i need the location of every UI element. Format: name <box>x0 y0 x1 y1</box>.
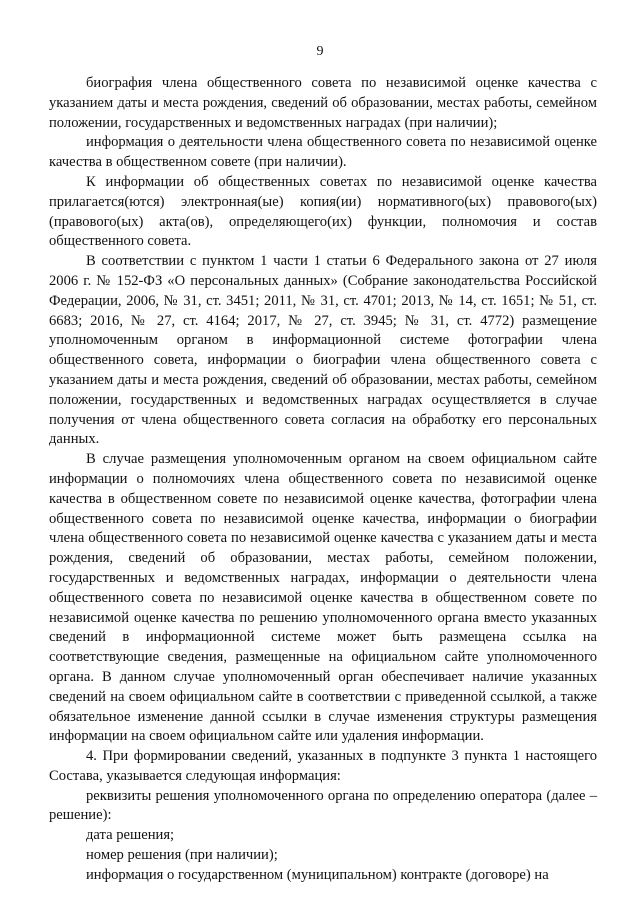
paragraph-decision-details: реквизиты решения уполномоченного органа по определению оператора (далее – решение): <box>49 787 597 824</box>
paragraph-decision-date: дата решения; <box>86 827 175 844</box>
paragraph-official-site-link: В случае размещения уполномоченным органом на своем официальном сайте информации о полномочиях члена общественного совета по независимой оценке качества в общественном совете по независимой оценке качества, фотографии члена общественного совета по независимой оценке качества, информации о биографии члена общественного совета по независимой оценке качества с указанием даты и места рождения, сведений об образовании, местах работы, семейном положении, государственных и ведомственных наградах, информации о деятельности члена общественного совета по независимой оценке качества в общественном совете по независимой оценке качества по решению уполномоченного органа вместо указанных сведений в информационной системе может быть размещена ссылка на соответствующие сведения, размещенные на официальном сайте уполномоченного органа. В данном случае уполномоченный орган обеспечивает наличие указанных сведений на своем официальном сайте в соответствии с приведенной ссылкой, а также обязательное изменение данной ссылки в случае изменения структуры размещения информации на своем официальном сайте или удаления информации. <box>49 451 597 745</box>
paragraph-item-4: 4. При формировании сведений, указанных в подпункте 3 пункта 1 настоящего Состава, указывается следующая информация: <box>49 748 597 784</box>
document-body <box>49 74 597 886</box>
paragraph-decision-number: номер решения (при наличии); <box>86 847 278 864</box>
paragraph-personal-data-consent: В соответствии с пунктом 1 части 1 статьи 6 Федерального закона от 27 июля 2006 г. № 152-ФЗ «О персональных данных» (Собрание законодательства Российской Федерации, 2006, № 31, ст. 3451; 2011, № 31, ст. 4701; 2013, № 14, ст. 1651; № 51, ст. 6683; 2016, № 27, ст. 4164; 2017, № 27, ст. 3945; № 31, ст. 4772) размещение уполномоченным органом в информационной системе фотографии члена общественного совета, информации о биографии члена общественного совета с указанием даты и места рождения, сведений об образовании, местах работы, семейном положении, государственных и ведомственных наградах осуществляется в случае получения от члена общественного совета согласия на обработку его персональных данных. <box>49 253 597 448</box>
paragraph-council-attachments: К информации об общественных советах по независимой оценке качества прилагается(ются) электронная(ые) копия(ии) нормативного(ых) правового(ых) (правового(ых) акта(ов), определяющего(их) функции, полномочия и состав общественного совета. <box>49 173 597 250</box>
paragraph-member-biography: биография члена общественного совета по независимой оценке качества с указанием даты и места рождения, сведений об образовании, местах работы, семейном положении, государственных и ведомственных наградах (при наличии); <box>49 75 597 131</box>
paragraph-member-activity: информация о деятельности члена общественного совета по независимой оценке качества в общественном совете (при наличии). <box>49 134 597 171</box>
paragraph-contract-info: информация о государственном (муниципальном) контракте (договоре) на <box>86 866 549 883</box>
page-number: 9 <box>316 44 324 59</box>
